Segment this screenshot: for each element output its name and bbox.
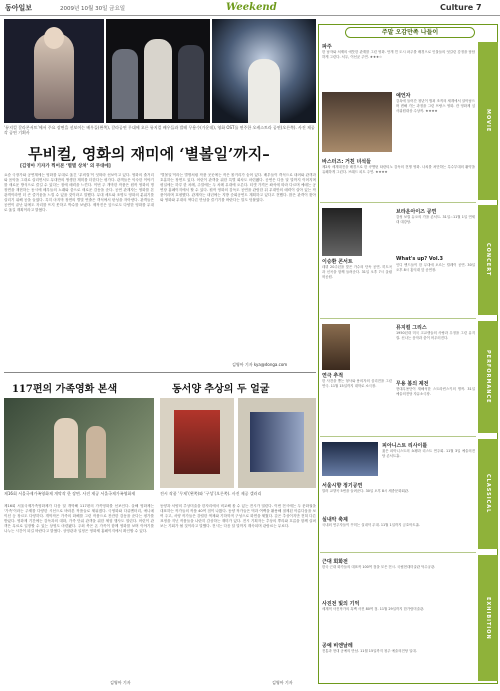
classical-item-3-text: 국내외 연주자들이 꾸미는 실내악 무대. 11월 1일까지 금호아트홀. bbox=[322, 523, 421, 527]
performance-item-1-text: 한 사건을 쫓는 형사와 용의자의 심리전을 그린 연극. 11월 15일까지 대학로 소극장. bbox=[322, 379, 392, 388]
concert-item-1-title: 이승환 콘서트 bbox=[322, 259, 353, 265]
top-photo-caption: ‘뮤지컬 갈라콘서트’에서 주요 장면을 선보이는 배우들(왼쪽), 갈라공연 무대에 오른 뮤지컬 배우들과 발레 무용수(가운데), 영화 OST를 연주한 오케스트라 공연(오른쪽). 사진 제공 각 공연 기획사 bbox=[4, 125, 315, 135]
performance-item-1-title: 연극 추적 bbox=[322, 373, 344, 379]
story2-headline: 117편의 가족영화 본색 bbox=[12, 384, 118, 395]
guide-divider-1 bbox=[320, 202, 476, 203]
story3-photo-caption: 전시 작품 ‘무제’(왼쪽)와 ‘구성’(오른쪽). 사진 제공 갤러리 bbox=[160, 491, 262, 496]
exhibition-tab: EXHIBITION bbox=[478, 555, 498, 681]
exhibition-item-2-text: 세계적 사진작가의 흑백 사진 80여 점. 11월 29일까지 한가람미술관. bbox=[322, 607, 425, 611]
story3-photo-left bbox=[160, 398, 234, 488]
performance-item-1-photo bbox=[322, 324, 350, 370]
section-label: Culture 7 bbox=[440, 3, 482, 12]
performance-item-3-text: 현대무용단이 재해석한 스트라빈스키의 명작. 31일 예술의전당 자유소극장. bbox=[396, 387, 475, 396]
guide-divider-3 bbox=[320, 436, 476, 437]
exhibition-item-3-text: 전통과 현대 공예의 만남. 11월 15일까지 청주 예술의전당 일대. bbox=[322, 649, 417, 653]
performance-tab: PERFORMANCE bbox=[478, 321, 498, 433]
exhibition-item-1-text: 한국 근대 화가들의 대표작 100여 점을 모은 전시. 국립현대미술관 덕수궁관. bbox=[322, 565, 436, 569]
movie-item-2-photo bbox=[322, 92, 392, 152]
lead-body-right: ‘별볼일’이라는 별명처럼 작품 곳곳에는 작은 볼거리가 숨어 있다. 배우들이 객석으로 내려와 관객과 호흡하는 장면도 있다. 어린이 관객을 위한 특별 회차도 마련됐다. 공연은 다음 달 말까지 이어지며 평일에는 하루 한 차례, 주말에는 두 차례 무대에 오른다. 티켓 가격은 좌석에 따라 다르며 예매는 공연장 홈페이지에서 할 수 있다. 원작 영화의 감독도 공연을 관람한 뒤 무대만의 매력이 살아 있는 작품이라며 호평했다. 관계자는 내년에는 지방 순회공연도 계획하고 있다고 전했다. 많은 관객이 찾아와 영화와 무대의 색다른 만남을 즐기기를 바란다는 말도 덧붙였다. bbox=[160, 173, 316, 202]
exhibition-item-2-title: 사진전 빛의 기억 bbox=[322, 601, 360, 607]
performance-item-2-text: 1950년대 미국 고교생들의 사랑과 우정을 그린 뮤지컬. 신나는 음악과 춤이 어우러진다. bbox=[396, 331, 475, 340]
classical-tab: CLASSICAL bbox=[478, 439, 498, 549]
movie-tab: MOVIE bbox=[478, 42, 498, 200]
story2-photo-caption: 제16회 서울국제가족영화제 개막작 한 장면. 사진 제공 서울국제가족영화제 bbox=[4, 491, 136, 496]
story3-body: 동양과 서양의 추상미술을 한자리에서 비교해 볼 수 있는 전시가 열린다. 이번 전시에는 두 문화권을 대표하는 작가들의 작품 40여 점이 나왔다. 동양 작가들은 먹과 여백을 활용해 절제된 아름다움을 보여 주고, 서양 작가들은 강렬한 색채와 기하학적 구성으로 화면을 채웠다. 같은 추상이지만 전혀 다른 표정을 지닌 작품들을 나란히 감상하는 재미가 있다. 전시 기획자는 추상의 뿌리와 흐름을 함께 살펴보는 기회가 될 것이라고 말했다. 전시는 다음 달 말까지 계속되며 관람료는 무료다. bbox=[160, 504, 316, 528]
concert-item-2-text: 감성 보컬 듀오의 가을 콘서트. 31일∼11월 1일 연세대 대강당. bbox=[396, 215, 475, 224]
concert-item-1-photo bbox=[322, 208, 362, 256]
movie-item-2-title: 예언자 bbox=[396, 93, 411, 99]
weekend-logo: Weekend bbox=[226, 2, 277, 13]
classical-item-2-title: 서울시향 정기공연 bbox=[322, 483, 363, 489]
classical-item-1-text: 젊은 피아니스트의 쇼팽과 리스트 연주회. 11월 3일 예술의전당 콘서트홀. bbox=[382, 449, 475, 458]
concert-item-3-text: 인디 밴드들이 한 무대에 오르는 릴레이 공연. 30일 오후 8시 홍익대 앞 공연장. bbox=[396, 263, 475, 272]
lead-headline: 무비컬, 영화의 재미에 ‘별볼일’까지– bbox=[28, 145, 270, 163]
section-divider bbox=[4, 372, 316, 373]
lead-body-left: 요즘 극장가와 공연계에는 영화를 무대로 옮긴 ‘무비컬’이 잇따라 선보이고 있다. 영화의 줄거리와 음악을 그대로 살리면서도 무대만의 생생한 재미를 더한다는 평가다. 관객들은 익숙한 이야기를 새로운 방식으로 즐길 수 있다는 점에 매력을 느낀다. 이번 주 개막한 작품은 원작 영화의 명장면을 재현하는 동시에 배우들의 노래와 춤으로 새로운 감동을 준다. 공연 관계자는 영화를 본 관객이라면 더 큰 즐거움을 느낄 수 있을 것이라고 말했다. 무대 세트와 조명도 영화의 분위기를 살리기 위해 공을 들였다. 특히 마지막 장면의 별빛 연출은 객석에서 탄성을 자아낸다. 관객들은 공연이 끝난 뒤에도 자리를 뜨지 못하고 박수를 보냈다. 제작진은 앞으로도 다양한 영화를 무대로 옮길 계획이라고 밝혔다. bbox=[4, 173, 154, 212]
concert-item-2-title: 브라운아이즈 공연 bbox=[396, 209, 437, 215]
performance-photo-left bbox=[4, 19, 104, 123]
lead-subhead: [김영아 기자가 찍어본 ‘별별 상처’ 의 무대에] bbox=[20, 164, 111, 169]
newspaper-name: 동아일보 bbox=[5, 4, 33, 12]
performance-photo-center bbox=[106, 19, 210, 123]
exhibition-item-3-title: 공예 비엔날레 bbox=[322, 643, 353, 649]
story2-body: 제16회 서울국제가족영화제가 다음 달 개막해 117편의 가족영화를 선보인다. 올해 영화제는 ‘가족’이라는 주제를 다양한 시선으로 바라본 작품들로 채워졌다. 극영화와 다큐멘터리, 애니메이션 등 장르도 다양하다. 개막작은 가족의 화해를 그린 작품으로 잔잔한 감동을 준다는 평가를 받았다. 영화제 기간에는 감독과의 대화, 가족 단위 관객을 위한 체험 행사도 열린다. 어린이 관객은 무료로 입장할 수 있는 상영도 마련됐다. 주최 측은 온 가족이 함께 영화를 보며 이야기를 나누는 시간이 되길 바란다고 밝혔다. 상영관과 일정은 영화제 홈페이지에서 확인할 수 있다. bbox=[4, 504, 154, 533]
movie-item-3-text: 제2차 세계대전을 배경으로 한 쿠엔틴 타란티노 감독의 전쟁 영화. 나치를 처단하는 특수부대의 활약을 유쾌하게 그린다. 브래드 피트 주연. ★★★★ bbox=[322, 165, 475, 174]
story3-byline: 김영아 기자 bbox=[272, 680, 293, 685]
performance-photo-right bbox=[212, 19, 316, 123]
story2-byline: 김영아 기자 bbox=[110, 680, 131, 685]
movie-item-2-text: 감옥에 들어간 청년이 범죄 조직의 세계에서 살아남으며 변해 가는 과정을 그린 프랑스 영화. 칸 영화제 심사위원대상 수상작. ★★★★ bbox=[396, 99, 475, 113]
performance-item-3-title: 무용 봄의 제전 bbox=[396, 381, 429, 387]
exhibition-item-1-title: 근대 회화전 bbox=[322, 559, 348, 565]
story3-photo-right bbox=[238, 398, 316, 488]
movie-item-1-text: 한 남자와 처제의 애틋한 관계를 그린 영화. 안개 낀 도시 파주를 배경으로 인물들의 엇갈린 감정을 담담하게 그린다. 서우, 이선균 주연. ★★★☆ bbox=[322, 50, 475, 59]
performance-item-2-title: 뮤지컬 그리스 bbox=[396, 325, 427, 331]
guide-divider-2 bbox=[320, 318, 476, 319]
guide-divider-4 bbox=[320, 552, 476, 553]
classical-item-2-text: 말러 교향곡 5번을 들려준다. 30일 오후 8시 세종문화회관. bbox=[322, 489, 410, 493]
story2-photo bbox=[4, 398, 154, 490]
concert-item-3-title: What's up? Vol.3 bbox=[396, 256, 443, 262]
movie-item-3-title: 바스터즈: 거친 녀석들 bbox=[322, 159, 371, 165]
classical-item-1-photo bbox=[322, 442, 378, 476]
movie-item-1-title: 파주 bbox=[322, 44, 332, 50]
publication-date: 2009년 10월 30일 금요일 bbox=[60, 6, 126, 12]
masthead bbox=[0, 0, 500, 16]
classical-item-1-title: 피아니스트 리사이틀 bbox=[382, 443, 428, 449]
concert-item-1-text: 데뷔 20주년을 맞은 가수의 단독 공연. 히트곡과 신곡을 함께 들려준다. 31일 오후 7시 올림픽공원. bbox=[322, 265, 392, 279]
story3-headline: 동서양 추상의 두 얼굴 bbox=[172, 384, 270, 395]
lead-byline: 김영아 기자 kya@donga.com bbox=[232, 362, 288, 367]
classical-item-3-title: 실내악 축제 bbox=[322, 517, 348, 523]
concert-tab: CONCERT bbox=[478, 205, 498, 315]
guide-title: 주말 오감만족 나들이 bbox=[345, 27, 475, 38]
